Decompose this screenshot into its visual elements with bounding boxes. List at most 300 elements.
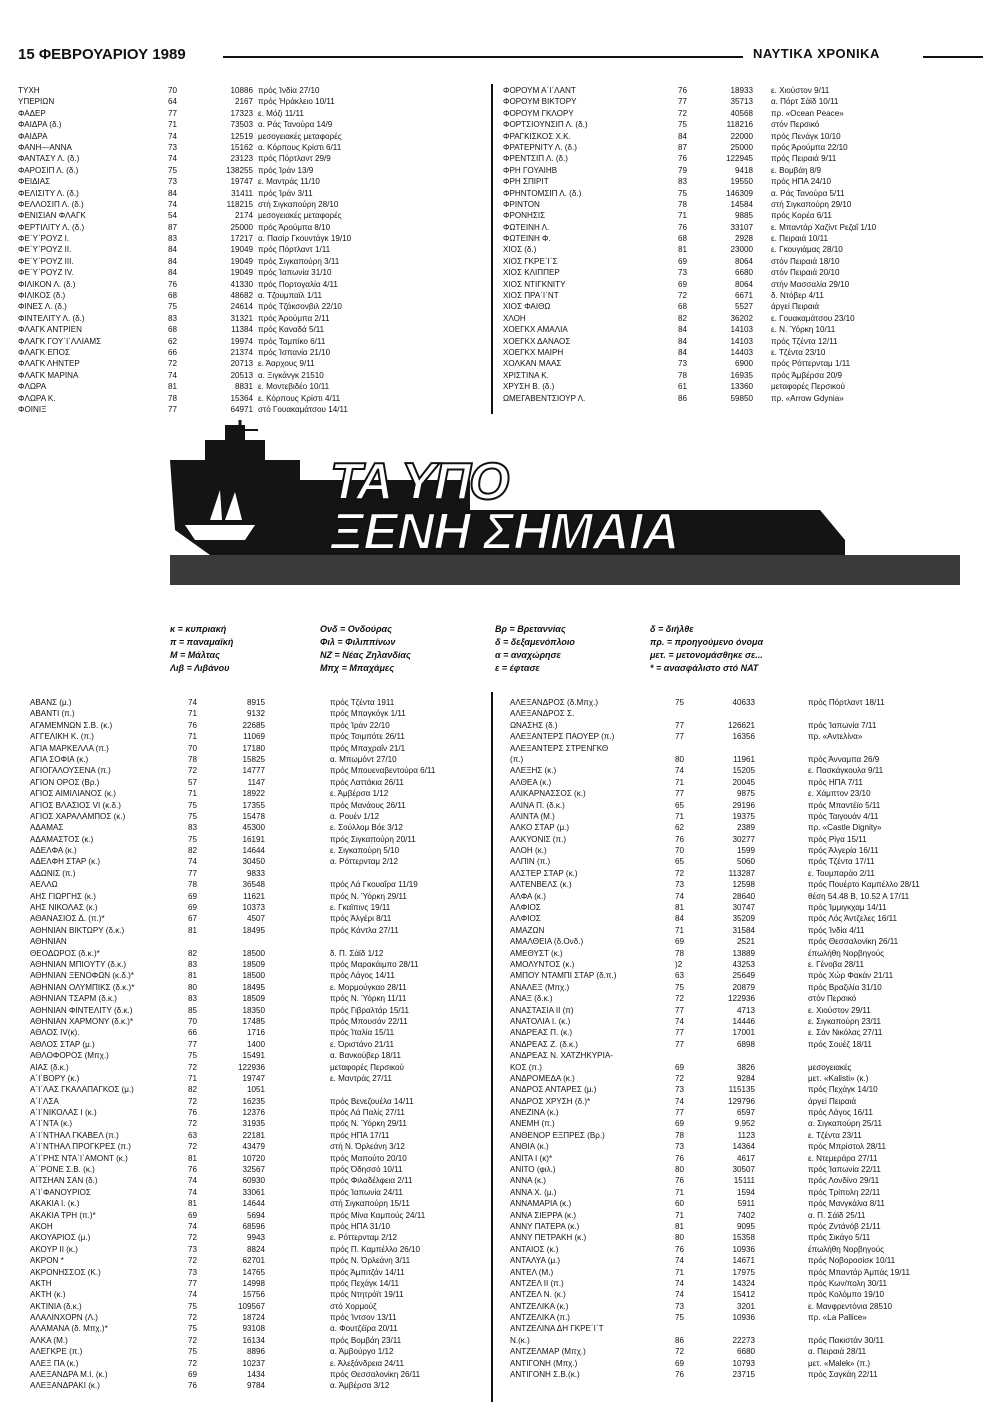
ship-row [503,313,983,324]
tonnage: 113287 [728,868,755,878]
ship-row [30,1073,490,1084]
ship-name: ΑΘΗΝΙΑΝ ΧΑΡΜΟΝΥ (δ.κ.)* [30,1016,134,1026]
ship-row [18,108,488,119]
ship-row [30,948,490,959]
tonnage: 18509 [242,959,265,969]
tonnage: 18495 [242,982,265,992]
position-status: πρός Μίνα Καμπούς 24/11 [330,1210,426,1220]
ship-row [30,1335,490,1346]
build-year: 75 [188,1324,198,1334]
ship-row [510,993,985,1004]
ship-name: ΑΛΕΞΑΝΔΡΑΚΙ (κ.) [30,1381,100,1391]
tonnage: 18500 [242,948,265,958]
ship-row [30,879,490,890]
ship-name: ΑΛΟΗ (κ.) [510,846,547,856]
build-year: 79 [678,165,688,175]
position-status: πρός Μαπούτο 20/10 [330,1153,407,1163]
tonnage: 24614 [230,302,253,312]
ship-name: ΑΛΑΜΑΝΑ (δ. Μπχ.)* [30,1324,108,1334]
ship-name: ΑΛΠΙΝ (π.) [510,857,551,867]
legend-item: Λιβ = Λιβάνου [170,663,230,673]
build-year: 72 [188,766,198,776]
header-rule-right [923,56,983,58]
tonnage: 2389 [736,823,755,833]
build-year: 83 [188,959,198,969]
ship-row [510,731,985,742]
ship-row [503,108,983,119]
ship-row [510,879,985,890]
position-status: ε. Μπαντάρ Χαζίντ Ρεζαΐ 1/10 [771,222,877,232]
build-year: 71 [675,925,685,935]
tonnage: 16935 [730,370,753,380]
build-year: 68 [678,302,688,312]
ship-name: ΦΛΑΓΚ ΕΠΟΣ [18,347,70,357]
build-year: 76 [678,86,688,95]
build-year: 65 [675,857,685,867]
ship-row [510,936,985,947]
build-year: 81 [188,925,198,935]
position-status: πρός Τζέντα 17/11 [808,857,875,867]
ship-row [503,165,983,176]
build-year: 68 [168,291,178,301]
position-status: δ. Π. Σάϊδ 1/12 [330,948,384,958]
ship-row [30,1141,490,1152]
position-status: πρός Πακιστάν 30/11 [808,1335,884,1345]
ship-name: ΩΜΕΓΑΒΕΝΤΣΙΟΥΡ Λ. [503,393,586,403]
tonnage: 14584 [730,199,753,209]
tonnage: 19747 [230,177,253,187]
ship-name: ΑΚΑΚΙΑ ΤΡΗ (π.)* [30,1210,96,1220]
ship-row [30,845,490,856]
position-status: μετ. «Kalisti» (κ.) [808,1073,869,1083]
build-year: 76 [675,1153,685,1163]
ship-row [30,1084,490,1095]
position-status: άργεί Πειραιά [771,302,819,312]
tonnage: 9.952 [734,1119,755,1129]
ship-row [503,301,983,312]
ship-name: ΑΔΑΜΑΣ [30,823,64,833]
ship-row [18,279,488,290]
tonnage: 25649 [732,971,755,981]
build-year: 81 [188,971,198,981]
position-status: ε. Γένοβα 28/11 [808,959,864,969]
ship-name: ΑΘΗΝΙΑΝ ΤΣΑΡΜ (δ.κ.) [30,994,117,1004]
position-status: πρός Όδησσό 10/11 [330,1165,403,1175]
ship-name: ΑΛΑΛΙΝΧΟΡΝ (Λ.) [30,1313,98,1323]
position-status: πρός Ζντάνόβ 21/11 [808,1221,881,1231]
tonnage: 5527 [734,302,753,312]
ship-name: ΦΟΡΟΥΜ ΒΙΚΤΟΡΥ [503,97,577,107]
position-status: ε. Γουακαμάτσου 23/10 [771,313,855,323]
ship-name: ΦΛΑΓΚ ΓΟΥ΄Ι΄ΛΛΙΑΜΣ [18,336,102,346]
position-status: ε. Μορμούγκαο 28/11 [330,982,407,992]
position-status: πρός Λά Γκουαΐρα 11/19 [330,880,418,890]
ship-row [30,720,490,731]
tonnage: 9875 [736,789,755,799]
build-year: 67 [188,914,198,924]
ship-row [503,267,983,278]
build-year: 74 [188,1176,198,1186]
legend-item: μετ. = μετονομάσθηκε σε... [650,650,763,660]
legend-item: Ονδ = Ονδούρας [320,624,392,634]
tonnage: 118215 [226,199,253,209]
position-status: στόν Περσικό [771,120,820,130]
ship-name: ΦΡΗ ΓΟΥΑΙΗΒ [503,165,558,175]
build-year: 69 [675,937,685,947]
tonnage: 20879 [732,982,755,992]
ship-name: ΧΙΟΣ ΓΚΡΕ΄Ι΄Σ [503,256,558,266]
tonnage: 33107 [730,222,753,232]
ship-row [510,1312,985,1323]
ship-row [18,199,488,210]
build-year: 73 [188,1244,198,1254]
tonnage: 19747 [242,1073,265,1083]
ship-row [30,1380,490,1391]
ship-name: ΑΙΑΣ (δ.κ.) [30,1062,69,1072]
tonnage: 17217 [230,234,253,244]
ship-row [30,1175,490,1186]
build-year: 72 [188,1313,198,1323]
position-status: πρός Κολόμπο 19/10 [808,1290,885,1300]
build-year: 81 [675,1221,685,1231]
ship-row [30,1358,490,1369]
ship-name: ΦΑΙΔΡΑ (δ.) [18,120,62,130]
position-status: πρός Ν. Ύόρκη 29/11 [330,891,407,901]
page-header [18,46,986,68]
ship-name: ΑΝΑΞ (δ.κ.) [510,994,553,1004]
build-year: 77 [675,789,685,799]
tonnage: 64971 [230,404,253,414]
build-year: 83 [168,313,178,323]
position-status: πρ. «Ocean Peace» [771,108,844,118]
tonnage: 1400 [246,1039,265,1049]
position-status: α. Σιγκαπούρη 25/11 [808,1119,883,1129]
tonnage: 129796 [727,1096,755,1106]
ship-name: ΑΝΝΑ (κ.) [510,1176,546,1186]
tonnage: 17355 [242,800,265,810]
tonnage: 14777 [242,766,265,776]
ship-name: ΘΕΟΔΩΡΟΣ (δ.κ.)* [30,948,100,958]
tonnage: 36202 [730,313,753,323]
ship-row [30,834,490,845]
ship-name: ΧΙΟΣ ΚΛΙΠΠΕΡ [503,268,560,278]
ship-name: ΑΝΤΖΕΛΙΚΑ (κ.) [510,1301,569,1311]
ship-name: ΑΔΕΛΦΗ ΣΤΑΡ (κ.) [30,857,101,867]
tonnage: 19550 [730,177,753,187]
position-status: πρός Σιγκαπούρη 3/11 [258,256,340,266]
ship-name: ΑΛΙΚΑΡΝΑΣΣΟΣ (κ.) [510,789,586,799]
build-year: 76 [168,279,178,289]
tonnage: 1123 [737,1130,755,1140]
ship-name: ΑΝΤΕΛ (Μ.) [510,1267,554,1277]
legend-item: Φιλ = Φιλιππίνων [320,637,396,647]
tonnage: 18509 [242,994,265,1004]
build-year: 72 [678,291,688,301]
build-year: 80 [188,982,198,992]
ship-name: ΑΛΣΤΕΡ ΣΤΑΡ (κ.) [510,868,578,878]
build-year: 78 [188,880,198,890]
build-year: 74 [188,1187,198,1197]
build-year: 78 [678,199,688,209]
ship-name: ΑΛΚΟ ΣΤΑΡ (μ.) [510,823,570,833]
position-status: πρός Ν. Όρλεάνη 3/11 [330,1256,411,1266]
build-year: 65 [675,800,685,810]
build-year: 54 [168,211,178,221]
build-year: 73 [675,1142,685,1152]
tonnage: 11621 [243,891,265,901]
tonnage: 11384 [231,325,253,335]
build-year: 80 [675,1233,685,1243]
position-status: ε. Όριστάνο 21/11 [330,1039,394,1049]
build-year: 77 [168,108,178,118]
tonnage: 36548 [242,880,265,890]
position-status: ε. Τζέντα 23/11 [808,1130,862,1140]
ship-name: ΑΝΤΖΕΛ Ν. (κ.) [510,1290,566,1300]
position-status: πρός Φιλαδέλφεια 2/11 [330,1176,413,1186]
ship-name: Α΄Ι΄ΝΤΑ (κ.) [30,1119,73,1129]
position-status: πρός Ίνδία 27/10 [258,86,320,95]
ship-row [503,393,983,404]
position-status: πρός Άρούμπα 8/10 [258,222,331,232]
position-status: πρός Πειραιά 9/11 [771,154,837,164]
ship-row [30,891,490,902]
ship-row [510,1278,985,1289]
ship-name: ΦΙΛΙΚΟΝ Λ. (δ.) [18,279,76,289]
ship-row [510,1323,985,1334]
ship-row [510,811,985,822]
ship-name: ΑΛΙΝΤΑ (Μ.) [510,811,555,821]
build-year: 77 [675,732,685,742]
ship-row [18,256,488,267]
build-year: 66 [188,1028,198,1038]
position-status: ε. Γκουγιάμας 28/10 [771,245,843,255]
tonnage: 15478 [242,811,265,821]
build-year: 74 [675,1278,685,1288]
ship-name: ΦΟΡΟΥΜ ΓΚΛΟΡΥ [503,108,574,118]
build-year: 77 [675,1028,685,1038]
ship-row [18,222,488,233]
tonnage: 23123 [230,154,253,164]
tonnage: 22181 [242,1130,265,1140]
ship-name: ΑΝΤΖΕΛ ΙΙ (π.) [510,1278,564,1288]
ship-name: Α΄Ι΄ΦΑΝΟΥΡΙΟΣ [30,1187,91,1197]
ship-name: ΑΝΔΡΟΣ ΧΡΥΣΗ (δ.)* [510,1096,591,1106]
ship-name: ΦΛΑΓΚ ΜΑΡΙΝΑ [18,370,79,380]
position-status: πρός Ίσπανία 21/10 [258,347,331,357]
ship-row [30,1027,490,1038]
ship-name: ΧΙΟΣ ΦΑΙΘΩ [503,302,551,312]
ship-name: ΑΝΔΡΟΜΕΔΑ (κ.) [510,1073,575,1083]
build-year: 71 [675,1267,685,1277]
position-status: πρός Κάντλα 27/11 [330,925,399,935]
tonnage: 25000 [230,222,253,232]
position-status: μετ. «Malek» (π.) [808,1358,871,1368]
ship-list-bottom-left [30,697,490,1392]
build-year: 78 [675,948,685,958]
position-status: ε. Μόζι 11/11 [258,108,304,118]
position-status: στή Σιγκαπούρη 28/10 [258,199,339,209]
build-year: 87 [678,142,688,152]
tonnage: 22273 [732,1335,755,1345]
ship-name: ΦΑΔΕΡ [18,108,46,118]
tonnage: 146309 [725,188,753,198]
build-year: 72 [188,1142,198,1152]
ship-name: ΑΜΕΘΥΣΤ (κ.) [510,948,563,958]
build-year: 76 [188,1108,198,1118]
position-status: πρός Πορτογαλία 4/11 [258,279,338,289]
ship-row [503,131,983,142]
ship-row [510,845,985,856]
ship-name: Α΄Ι΄ΛΑΣ ΓΚΑΛΑΠΑΓΚΟΣ (μ.) [30,1085,134,1095]
ship-name: ΑΘΗΝΙΑΝ ΦΙΝΤΕΛΙΤΥ (δ.κ.) [30,1005,133,1015]
build-year: 69 [678,279,688,289]
ship-name: ΦΟΙΝΙΞ [18,404,47,414]
ship-name: ΑΓΙΟΣ ΑΙΜΙΛΙΑΝΟΣ (κ.) [30,789,116,799]
tonnage: 13889 [732,948,755,958]
tonnage: 1051 [246,1085,265,1095]
position-status: ε. Μανφρεντόνια 28510 [808,1301,893,1311]
ship-name: ΦΟΡΟΥΜ Α΄Ι΄ΛΑΝΤ [503,86,576,95]
tonnage: 48682 [230,291,253,301]
build-year: 74 [675,1016,685,1026]
tonnage: 18933 [730,86,753,95]
position-status: πρός Πεχάγκ 14/11 [330,1278,399,1288]
build-year: 61 [678,382,688,392]
ship-name: ΦΕΡΤΙΛΙΤΥ Λ. (δ.) [18,222,85,232]
build-year: 71 [188,1073,198,1083]
position-status: πρός Ταιγουάν 4/11 [808,811,879,821]
ship-name: ΑΛΚΥΟΝΙΣ (π.) [510,834,567,844]
position-status: πρός Σουέζ 18/11 [808,1039,872,1049]
tonnage: 18724 [242,1313,265,1323]
ship-name: ΑΓΓΕΛΙΚΗ Κ. (π.) [30,732,94,742]
build-year: 69 [188,903,198,913]
position-status: πρός Μπουεναβεντούρα 6/11 [330,766,436,776]
build-year: 74 [168,131,178,141]
position-status: ε. Πασκάγκουλα 9/11 [808,766,884,776]
tonnage: 17323 [230,108,253,118]
tonnage: 1147 [247,777,265,787]
ship-name: ΑΝΔΡΕΑΣ Ζ. (δ.κ.) [510,1039,578,1049]
ship-name: ΑΚΡΟΝ * [30,1256,64,1266]
tonnage: 41330 [230,279,253,289]
tonnage: 25000 [730,142,753,152]
ship-name: ΦΙΛΙΚΟΣ (δ.) [18,291,66,301]
position-status: ε. Γκαϊπινς 19/11 [330,903,391,913]
ship-row [510,1175,985,1186]
ship-row [30,902,490,913]
position-status: πρός Μπαντάρ Άμπάς 19/11 [808,1267,910,1277]
build-year: 72 [188,1096,198,1106]
tonnage: 60930 [242,1176,265,1186]
position-status: α. Π. Σάϊδ 25/11 [808,1210,866,1220]
position-status: πρός ΗΠΑ 31/10 [330,1221,390,1231]
ship-name: ΧΟΕΓΚΧ ΔΑΝΑΟΣ [503,336,571,346]
position-status: ε. Άμβέρσα 1/12 [330,789,389,799]
banner-title-line2: ΞΕΝΗ ΣΗΜΑΙΑ [330,503,679,561]
ship-name: ΑΛΕΞΑΝΤΕΡΣ ΣΤΡΕΝΓΚΘ [510,743,609,753]
position-status: πρός ΗΠΑ 17/11 [330,1130,390,1140]
build-year: 75 [168,165,178,175]
ship-name: ΑΝΝΥ ΠΕΤΡΑΚΗ (κ.) [510,1233,587,1243]
ship-name: ΦΛΑΓΚ ΛΗΝΤΕΡ [18,359,80,369]
build-year: 84 [168,245,178,255]
ship-row [30,1210,490,1221]
tonnage: 9418 [734,165,753,175]
ship-name: ΦΑΡΟΣΙΠ Λ. (δ.) [18,165,79,175]
build-year: 72 [188,1358,198,1368]
ship-row [510,1073,985,1084]
ship-row [503,176,983,187]
ship-row [30,856,490,867]
position-status: πρός Ν. Ύόρκη 29/11 [330,1119,407,1129]
build-year: 82 [188,1085,198,1095]
ship-name: ΦΕΝΙΣΙΑΝ ΦΛΑΓΚ [18,211,86,221]
build-year: 71 [675,1187,685,1197]
build-year: 72 [188,1119,198,1129]
build-year: 72 [188,1062,198,1072]
ship-name: ΑΝΙΤΟ (φιλ.) [510,1165,556,1175]
ship-name: ΑΚΤΙΝΙΑ (δ.κ.) [30,1301,82,1311]
tonnage: 4507 [246,914,265,924]
build-year: 78 [188,754,198,764]
ship-name: ΦΡΙΝΤΟΝ [503,199,540,209]
ship-name: ΦΕΛΙΣΙΤΥ Λ. (δ.) [18,188,79,198]
ship-row [510,1289,985,1300]
ship-row [503,336,983,347]
tonnage: 6680 [734,268,753,278]
ship-name: ΧΡΥΣΗ Β. (δ.) [503,382,555,392]
ship-row [503,119,983,130]
tonnage: 31935 [242,1119,265,1129]
ship-row [510,1027,985,1038]
ship-name: ΦΕ΄Υ΄ΡΟΥΖ IV. [18,268,74,278]
build-year: 74 [188,1221,198,1231]
tonnage: 2928 [734,234,753,244]
position-status: πρ. «Αντελίνα» [808,732,863,742]
build-year: 84 [678,131,688,141]
legend-item: κ = κυπριακή [170,624,227,634]
ship-name: ΑΜΑΛΘΕΙΑ (δ.Ονδ.) [510,937,584,947]
position-status: μεσογειακές μεταφορές [258,131,342,141]
ship-name: ΑΚΟΥΡ ΙΙ (κ.) [30,1244,78,1254]
tonnage: 14103 [730,336,753,346]
ship-name: ΦΡΗ ΣΠΙΡΙΤ [503,177,549,187]
ship-name: ΑΓΑΜΕΜΝΩΝ Σ.Β. (κ.) [30,720,113,730]
tonnage: 6900 [734,359,753,369]
build-year: 76 [188,1165,198,1175]
tonnage: 15364 [230,393,253,403]
banner-foreign-flag [0,420,1000,620]
position-status: πρός Τσιμπότε 26/11 [330,732,405,742]
position-status: ε. Σούλλομ Βόε 3/12 [330,823,403,833]
ship-name: ΑΛΤΕΝΒΕΛΣ (κ.) [510,880,572,890]
tonnage: 8064 [734,279,753,289]
ship-row [30,1187,490,1198]
ship-row [503,222,983,233]
ship-name: ΑΛΕΞΑΝΔΡΟΣ (δ.Μπχ.) [510,698,599,707]
tonnage: 14998 [242,1278,265,1288]
tonnage: 40633 [732,698,755,707]
tonnage: 15358 [732,1233,755,1243]
ship-row [503,153,983,164]
ship-name: ΑΛΘΕΑ (κ.) [510,777,552,787]
ship-row [510,1301,985,1312]
position-status: άργεί Πειραιά [808,1096,856,1106]
ship-name: ΧΛΟΗ [503,313,526,323]
ship-row [30,1289,490,1300]
build-year: 84 [168,188,178,198]
